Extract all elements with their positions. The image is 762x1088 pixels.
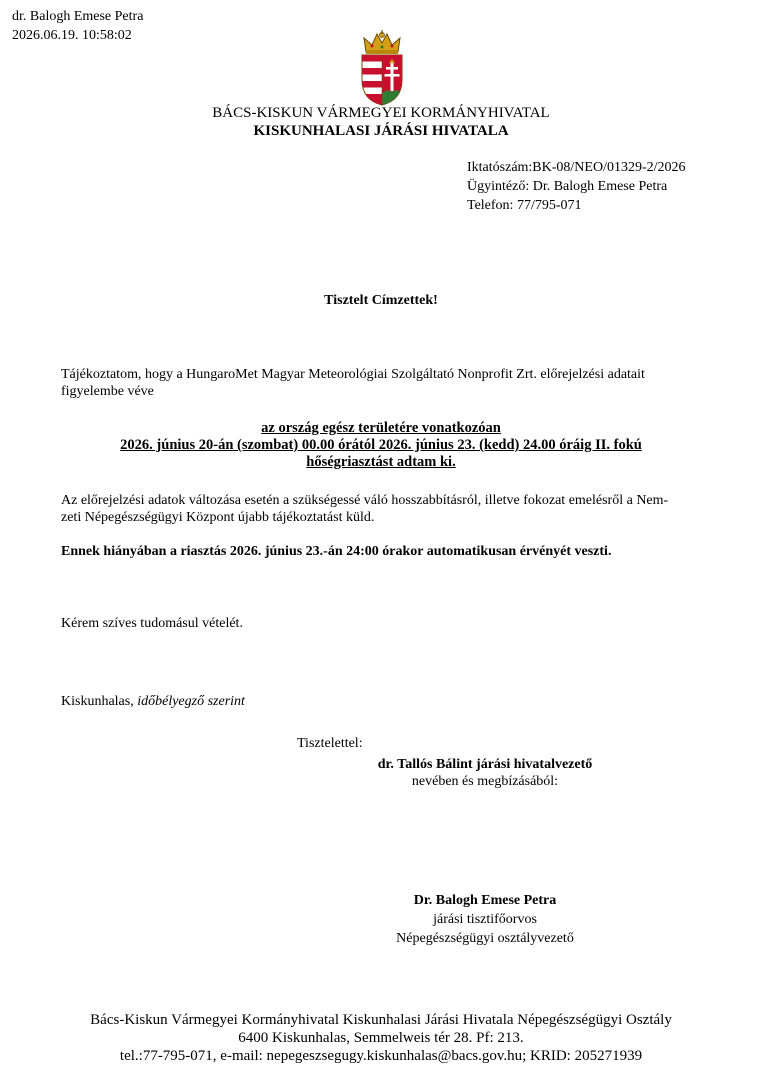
stamp-datetime: 2026.06.19. 10:58:02 <box>12 28 132 43</box>
footer-line3: tel.:77-795-071, e-mail: nepegeszsegugy.kiskunhalas@bacs.gov.hu; KRID: 205271939 <box>119 1048 643 1064</box>
salutation: Tisztelt Címzettek! <box>324 293 438 308</box>
head-name: dr. Tallós Bálint járási hivatalvezető <box>377 757 593 772</box>
footer <box>0 1011 762 1065</box>
place-date <box>61 693 245 710</box>
regards-text: Tisztelettel: <box>297 736 363 751</box>
case-number: Iktatószám:BK-08/NEO/01329-2/2026 <box>467 160 686 175</box>
alert-line2: 2026. június 20-án (szombat) 00.00 órától 2026. június 23. (kedd) 24.00 óráig II. fokú <box>120 437 642 453</box>
on-behalf-note: nevében és megbízásából: <box>411 774 559 789</box>
intro-line1: Tájékoztatom, hogy a HungaroMet Magyar Meteorológiai Szolgáltató Nonprofit Zrt. előrejelzési adatait <box>61 367 645 382</box>
signature-stamp <box>12 7 143 45</box>
phone-number: Telefon: 77/795-071 <box>467 198 582 213</box>
expiry-paragraph: Ennek hiányában a riasztás 2026. június 23.-án 24:00 órakor automatikusan érvényét veszti. <box>61 544 612 559</box>
office-header <box>0 104 762 140</box>
case-officer: Ügyintéző: Dr. Balogh Emese Petra <box>467 179 668 194</box>
intro-line2: figyelembe véve <box>61 384 154 399</box>
intro-paragraph <box>61 366 701 400</box>
paragraph2-line2: zeti Népegészségügyi Központ újabb tájékoztatást küld. <box>61 510 375 525</box>
office-name-line1: BÁCS-KISKUN VÁRMEGYEI KORMÁNYHIVATAL <box>212 105 550 121</box>
hungarian-coat-of-arms-icon <box>356 30 408 106</box>
footer-line2: 6400 Kiskunhalas, Semmelweis tér 28. Pf: 213. <box>238 1030 524 1046</box>
signer-name: Dr. Balogh Emese Petra <box>413 893 557 908</box>
paragraph2-line1: Az előrejelzési adatok változása esetén a szükségessé váló hosszabbításról, illetve fokozat emelésről a Nem- <box>61 493 669 508</box>
signer-title2: Népegészségügyi osztályvezető <box>396 931 574 946</box>
reference-block <box>467 158 686 215</box>
extension-paragraph <box>61 492 701 526</box>
stamp-name: dr. Balogh Emese Petra <box>12 9 144 24</box>
alert-line3: hőségriasztást adtam ki. <box>306 454 456 470</box>
request-text: Kérem szíves tudomásul vételét. <box>61 616 243 631</box>
place-city: Kiskunhalas, <box>61 694 138 709</box>
alert-announcement <box>61 420 701 471</box>
signer-title1: járási tisztifőorvos <box>433 912 537 927</box>
footer-line1: Bács-Kiskun Vármegyei Kormányhivatal Kiskunhalasi Járási Hivatala Népegészségügyi Osztály <box>90 1012 672 1028</box>
office-name-line2: KISKUNHALASI JÁRÁSI HIVATALA <box>253 123 509 139</box>
on-behalf-block <box>300 756 670 790</box>
signature-block <box>300 891 670 948</box>
place-date-note: időbélyegző szerint <box>137 694 245 709</box>
alert-line1: az ország egész területére vonatkozóan <box>261 420 501 436</box>
